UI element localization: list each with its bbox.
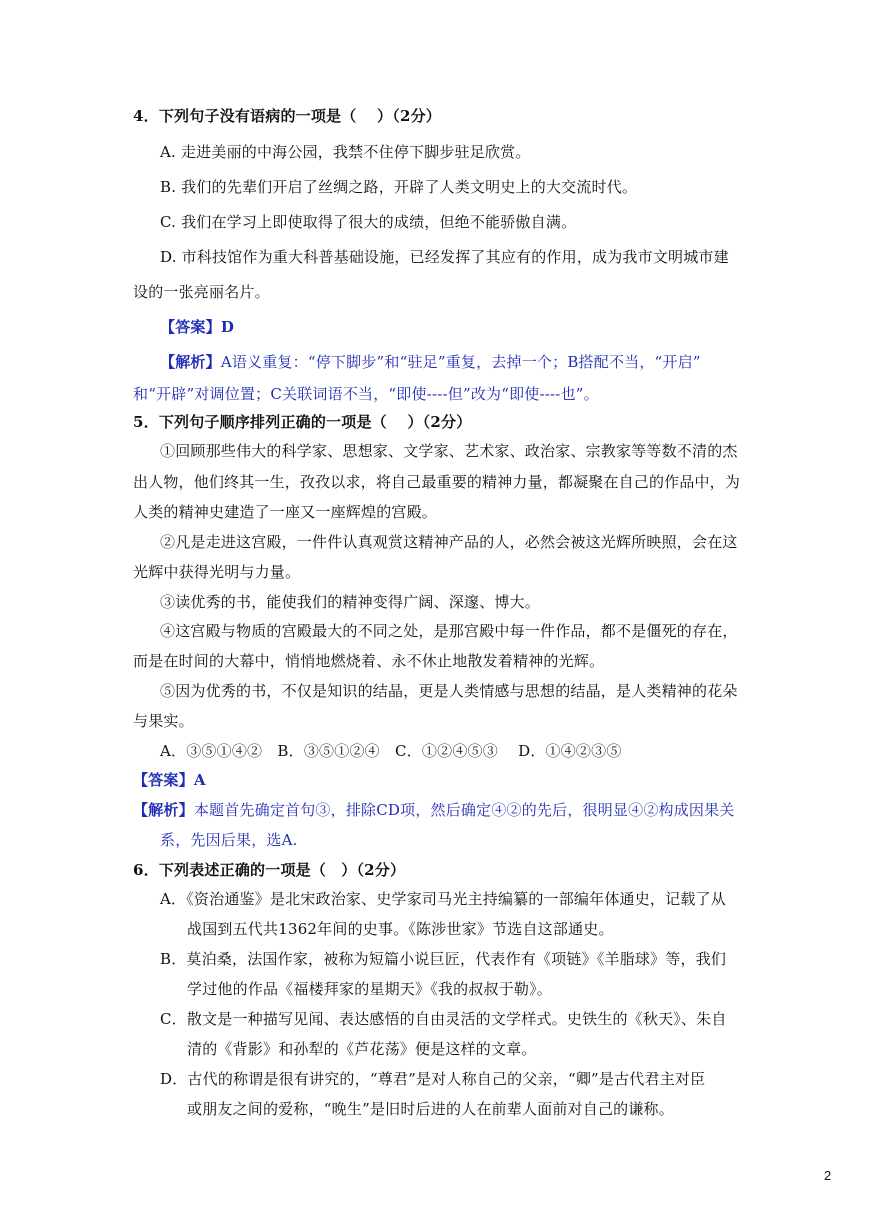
q5-sentence2-line2: 光辉中获得光明与力量。 (133, 563, 301, 581)
q4-option-d-line1: D. 市科技馆作为重大科普基础设施，已经发挥了其应有的作用，成为我市文明城市建 (160, 248, 729, 266)
q6-title: 6．下列表述正确的一项是（ ）（2分） (133, 861, 406, 879)
q5-sentence4-line2: 而是在时间的大幕中，悄悄地燃烧着、永不休止地散发着精神的光辉。 (133, 652, 605, 670)
q4-analysis-tag: 【解析】 (160, 353, 221, 371)
q5-answer-tag: 【答案】 (133, 771, 194, 789)
q6-option-c-line2: 清的《背影》和孙犁的《芦花荡》便是这样的文章。 (187, 1040, 537, 1058)
q4-answer (160, 317, 234, 337)
q6-option-d-line2: 或朋友之间的爱称，“晚生”是旧时后进的人在前辈人面前对自己的谦称。 (187, 1100, 674, 1118)
q5-analysis-tag: 【解析】 (133, 801, 194, 819)
q4-option-d-line2: 设的一张亮丽名片。 (133, 283, 270, 301)
q6-option-b-line1: B．莫泊桑，法国作家，被称为短篇小说巨匠，代表作有《项链》《羊脂球》等，我们 (160, 950, 727, 968)
q6-option-d-line1: D．古代的称谓是很有讲究的，“尊君”是对人称自己的父亲，“卿”是古代君主对臣 (160, 1070, 706, 1088)
q5-analysis-line1 (133, 800, 735, 820)
q5-sentence1-line2: 出人物，他们终其一生，孜孜以求，将自己最重要的精神力量，都凝聚在自己的作品中，为 (133, 473, 741, 491)
q5-sentence5-line1: ⑤因为优秀的书，不仅是知识的结晶，更是人类情感与思想的结晶，是人类精神的花朵 (160, 682, 738, 700)
q4-option-a: A. 走进美丽的中海公园，我禁不住停下脚步驻足欣赏。 (160, 143, 531, 161)
q6-option-a-line2: 战国到五代共1362年间的史事。《陈涉世家》节选自这部通史。 (187, 920, 614, 938)
q5-analysis-line2: 系，先因后果，选A. (160, 831, 298, 849)
q6-option-a-line1: A．《资治通鉴》是北宋政治家、史学家司马光主持编纂的一部编年体通史，记载了从 (160, 890, 726, 908)
q4-answer-value: D (220, 318, 235, 336)
q5-sentence2-line1: ②凡是走进这宫殿，一件件认真观赏这精神产品的人，必然会被这光辉所映照，会在这 (160, 533, 738, 551)
q5-answer (133, 770, 206, 790)
q6-option-b-line2: 学过他的作品《福楼拜家的星期天》《我的叔叔于勒》。 (187, 980, 553, 998)
q5-sentence1-line3: 人类的精神史建造了一座又一座辉煌的宫殿。 (133, 503, 438, 521)
q4-option-b: B. 我们的先辈们开启了丝绸之路，开辟了人类文明史上的大交流时代。 (160, 178, 638, 196)
q4-analysis-line1 (160, 352, 701, 372)
q5-sentence4-line1: ④这宫殿与物质的宫殿最大的不同之处，是那宫殿中每一件作品，都不是僵死的存在， (160, 622, 738, 640)
q6-option-c-line1: C．散文是一种描写见闻、表达感悟的自由灵活的文学样式。史铁生的《秋天》、朱自 (160, 1010, 727, 1028)
q4-analysis-line2: 和“开辟”对调位置；C关联词语不当，“即使----但”改为“即使----也”。 (133, 385, 599, 403)
q5-options: A．③⑤①④② B．③⑤①②④ C．①②④⑤③ D．①④②③⑤ (160, 742, 622, 760)
q4-title: 4．下列句子没有语病的一项是（ ）（2分） (133, 107, 441, 125)
q5-sentence1-line1: ①回顾那些伟大的科学家、思想家、文学家、艺术家、政治家、宗教家等等数不清的杰 (160, 442, 738, 460)
page-number: 2 (824, 1168, 832, 1183)
q4-option-c: C. 我们在学习上即使取得了很大的成绩，但绝不能骄傲自满。 (160, 213, 577, 231)
q5-sentence5-line2: 与果实。 (133, 712, 194, 730)
q5-answer-value: A (193, 771, 206, 789)
q5-title: 5．下列句子顺序排列正确的一项是（ ）（2分） (133, 413, 472, 431)
q5-sentence3: ③读优秀的书，能使我们的精神变得广阔、深邃、博大。 (160, 593, 541, 611)
q4-answer-tag: 【答案】 (160, 318, 221, 336)
q4-analysis-text1: A语义重复：“停下脚步”和“驻足”重复，去掉一个；B搭配不当，“开启” (220, 353, 701, 371)
q5-analysis-text1: 本题首先确定首句③，排除CD项，然后确定④②的先后，很明显④②构成因果关 (193, 801, 735, 819)
